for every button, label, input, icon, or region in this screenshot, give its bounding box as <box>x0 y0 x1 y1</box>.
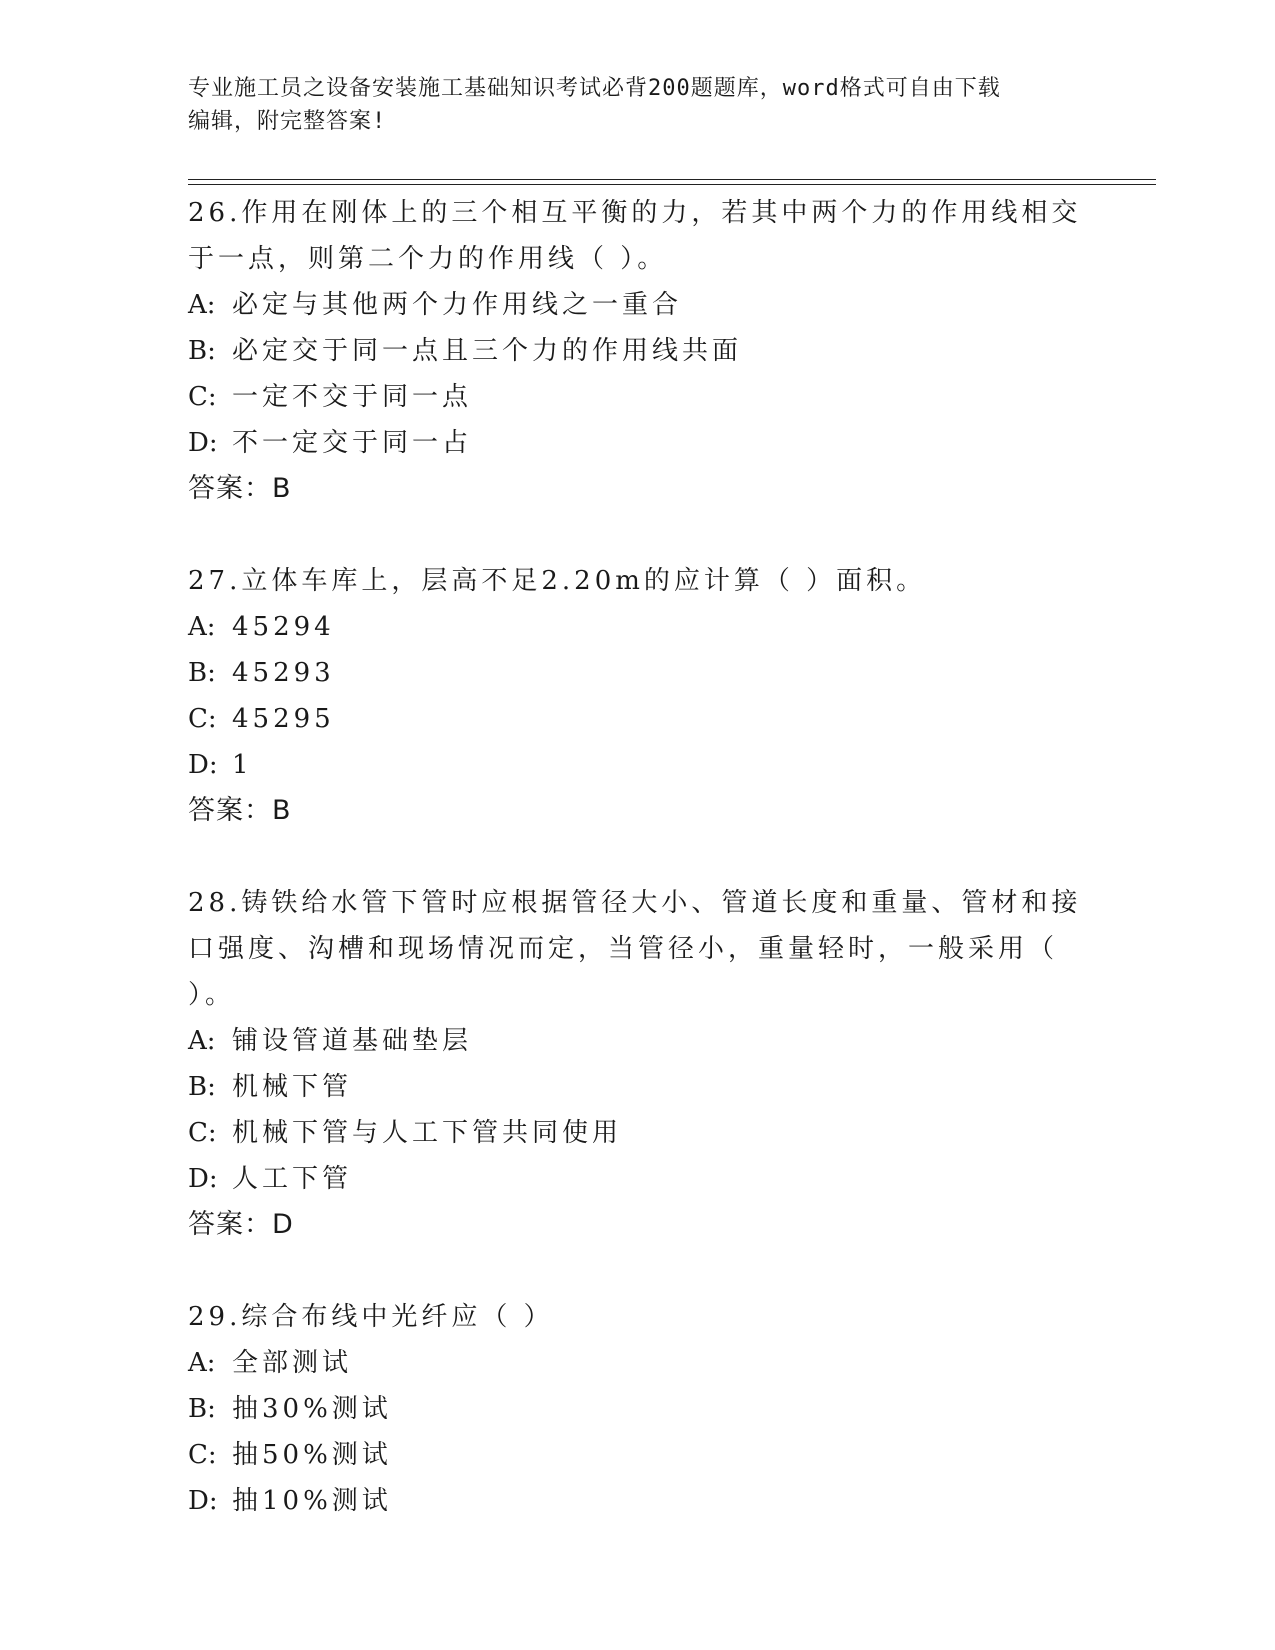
document-header <box>188 72 1088 138</box>
option-text: 45294 <box>232 612 335 642</box>
option-text: 必定交于同一点且三个力的作用线共面 <box>232 336 743 366</box>
option-letter: A: <box>188 1348 216 1378</box>
option-c <box>188 1432 1088 1478</box>
answer: 答案：B <box>188 473 292 504</box>
answer: 答案：B <box>188 795 292 826</box>
question-26 <box>188 190 1088 512</box>
question-list <box>188 190 1088 1524</box>
question-stem: 27.立体车库上，层高不足2.20m的应计算（ ）面积。 <box>188 566 927 596</box>
option-a <box>188 1340 1088 1386</box>
option-letter: D: <box>188 1164 218 1194</box>
question-29 <box>188 1294 1088 1524</box>
option-text: 不一定交于同一占 <box>232 428 473 458</box>
option-text: 必定与其他两个力作用线之一重合 <box>232 290 683 320</box>
option-letter: C: <box>188 1118 217 1148</box>
option-text: 抽50%测试 <box>232 1440 392 1470</box>
option-d <box>188 1156 1088 1202</box>
header-divider-bottom <box>188 184 1156 185</box>
spacer <box>188 834 1088 880</box>
option-letter: B: <box>188 1394 216 1424</box>
option-b <box>188 1386 1088 1432</box>
option-b <box>188 328 1088 374</box>
option-letter: C: <box>188 1440 217 1470</box>
option-d <box>188 420 1088 466</box>
option-a <box>188 604 1088 650</box>
option-text: 抽10%测试 <box>232 1486 392 1516</box>
spacer <box>188 512 1088 558</box>
header-line-2: 编辑，附完整答案! <box>188 109 387 134</box>
question-stem: 29.综合布线中光纤应（ ） <box>188 1302 554 1332</box>
option-text: 机械下管与人工下管共同使用 <box>232 1118 623 1148</box>
question-27 <box>188 558 1088 834</box>
option-letter: B: <box>188 658 216 688</box>
option-letter: B: <box>188 336 216 366</box>
option-text: 人工下管 <box>232 1164 353 1194</box>
option-text: 45293 <box>232 658 335 688</box>
answer: 答案：D <box>188 1209 294 1240</box>
option-letter: A: <box>188 290 216 320</box>
option-b <box>188 650 1088 696</box>
option-letter: D: <box>188 1486 218 1516</box>
option-c <box>188 1110 1088 1156</box>
question-stem: 28.铸铁给水管下管时应根据管径大小、管道长度和重量、管材和接口强度、沟槽和现场情况而定，当管径小，重量轻时，一般采用（ ）。 <box>188 888 1082 1010</box>
option-b <box>188 1064 1088 1110</box>
option-letter: B: <box>188 1072 216 1102</box>
option-letter: C: <box>188 704 217 734</box>
option-a <box>188 282 1088 328</box>
option-letter: C: <box>188 382 217 412</box>
header-line-1: 专业施工员之设备安装施工基础知识考试必背200题题库，word格式可自由下载 <box>188 76 1001 101</box>
question-stem: 26.作用在刚体上的三个相互平衡的力，若其中两个力的作用线相交于一点，则第二个力的作用线（ ）。 <box>188 198 1082 274</box>
option-text: 1 <box>232 750 253 780</box>
option-c <box>188 374 1088 420</box>
header-divider-top <box>188 179 1156 180</box>
option-letter: A: <box>188 612 216 642</box>
option-text: 45295 <box>232 704 335 734</box>
option-text: 全部测试 <box>232 1348 353 1378</box>
option-letter: D: <box>188 428 218 458</box>
option-text: 铺设管道基础垫层 <box>232 1026 473 1056</box>
option-c <box>188 696 1088 742</box>
option-text: 抽30%测试 <box>232 1394 392 1424</box>
spacer <box>188 1248 1088 1294</box>
option-d <box>188 742 1088 788</box>
option-d <box>188 1478 1088 1524</box>
option-letter: A: <box>188 1026 216 1056</box>
option-text: 机械下管 <box>232 1072 353 1102</box>
question-28 <box>188 880 1088 1248</box>
option-a <box>188 1018 1088 1064</box>
option-text: 一定不交于同一点 <box>232 382 473 412</box>
option-letter: D: <box>188 750 218 780</box>
